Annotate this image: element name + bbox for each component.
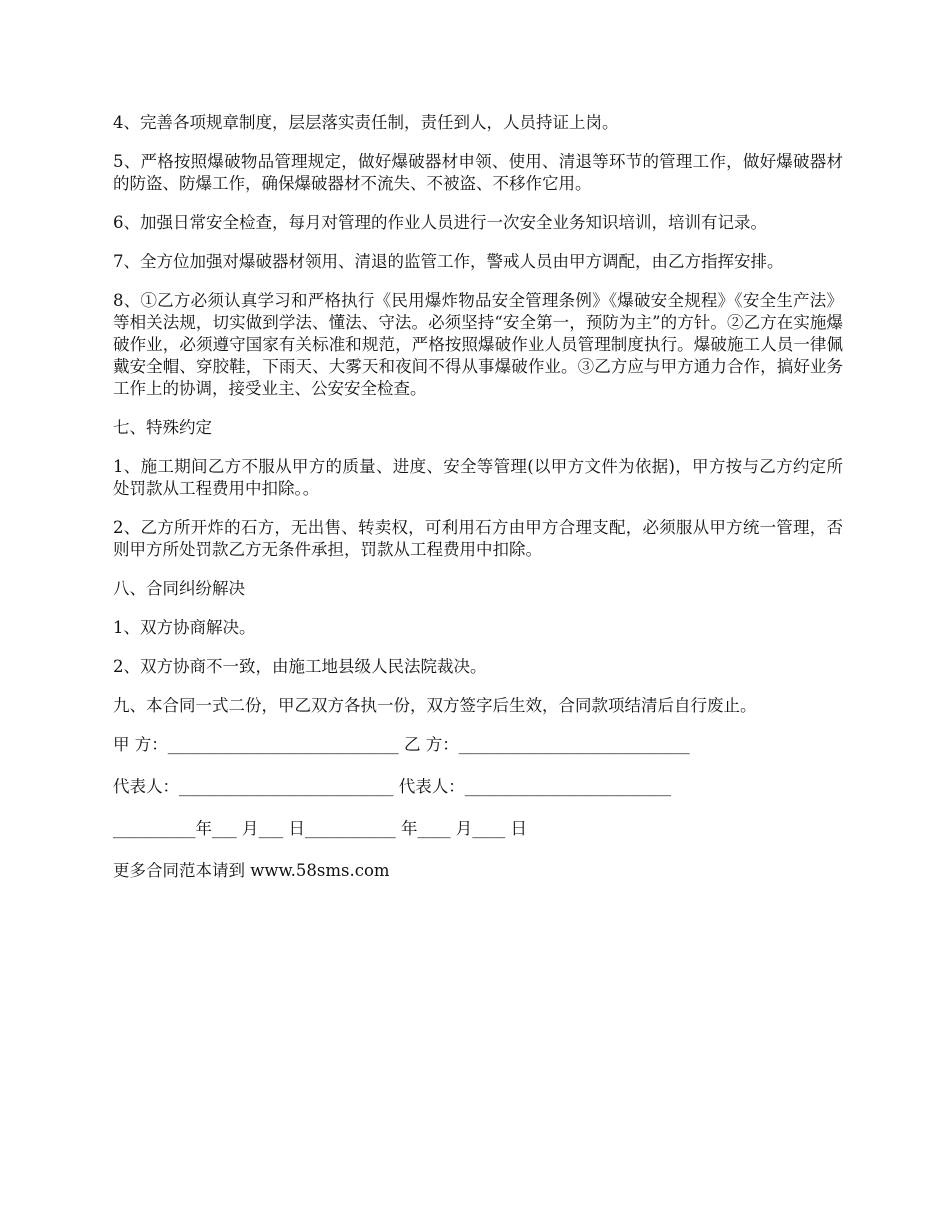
signature-date-line: __________年___ 月___ 日___________ 年____ 月____ 日 bbox=[113, 819, 527, 838]
dispute-term-1: 1、双方协商解决。 bbox=[113, 618, 256, 637]
signature-representative-line: 代表人：__________________________ 代表人：_________________________ bbox=[113, 777, 671, 796]
section-heading-dispute-resolution: 八、合同纠纷解决 bbox=[113, 579, 245, 598]
clause-7: 7、全方位加强对爆破器材领用、清退的监管工作，警戒人员由甲方调配，由乙方指挥安排。 bbox=[113, 252, 784, 271]
section-heading-special-terms: 七、特殊约定 bbox=[113, 418, 212, 437]
section-copies-clause: 九、本合同一式二份，甲乙双方各执一份，双方签字后生效，合同款项结清后自行废止。 bbox=[113, 696, 757, 715]
footer-note: 更多合同范本请到 www.58sms.com bbox=[113, 861, 390, 880]
clause-5: 5、严格按照爆破物品管理规定，做好爆破器材申领、使用、清退等环节的管理工作，做好爆破器材的防盗、防爆工作，确保爆破器材不流失、不被盗、不移作它用。 bbox=[113, 152, 843, 193]
clause-6: 6、加强日常安全检查，每月对管理的作业人员进行一次安全业务知识培训，培训有记录。 bbox=[113, 213, 767, 232]
signature-party-line: 甲 方：____________________________ 乙 方：____________________________ bbox=[113, 735, 690, 754]
document-page bbox=[113, 112, 843, 899]
clause-4: 4、完善各项规章制度，层层落实责任制，责任到人，人员持证上岗。 bbox=[113, 113, 619, 132]
clause-8: 8、①乙方必须认真学习和严格执行《民用爆炸物品安全管理条例》《爆破安全规程》《安全生产法》等相关法规，切实做到学法、懂法、守法。必须坚持“安全第一，预防为主”的方针。②乙方在实施爆破作业，必须遵守国家有关标准和规范，严格按照爆破作业人员管理制度执行。爆破施工人员一律佩戴安全帽、穿胶鞋，下雨天、大雾天和夜间不得从事爆破作业。③乙方应与甲方通力合作，搞好业务工作上的协调，接受业主、公安安全检查。 bbox=[113, 291, 843, 398]
special-term-2: 2、乙方所开炸的石方，无出售、转卖权，可利用石方由甲方合理支配，必须服从甲方统一管理，否则甲方所处罚款乙方无条件承担，罚款从工程费用中扣除。 bbox=[113, 518, 843, 559]
dispute-term-2: 2、双方协商不一致，由施工地县级人民法院裁决。 bbox=[113, 657, 487, 676]
special-term-1: 1、施工期间乙方不服从甲方的质量、进度、安全等管理(以甲方文件为依据)，甲方按与乙方约定所处罚款从工程费用中扣除。。 bbox=[113, 457, 843, 498]
